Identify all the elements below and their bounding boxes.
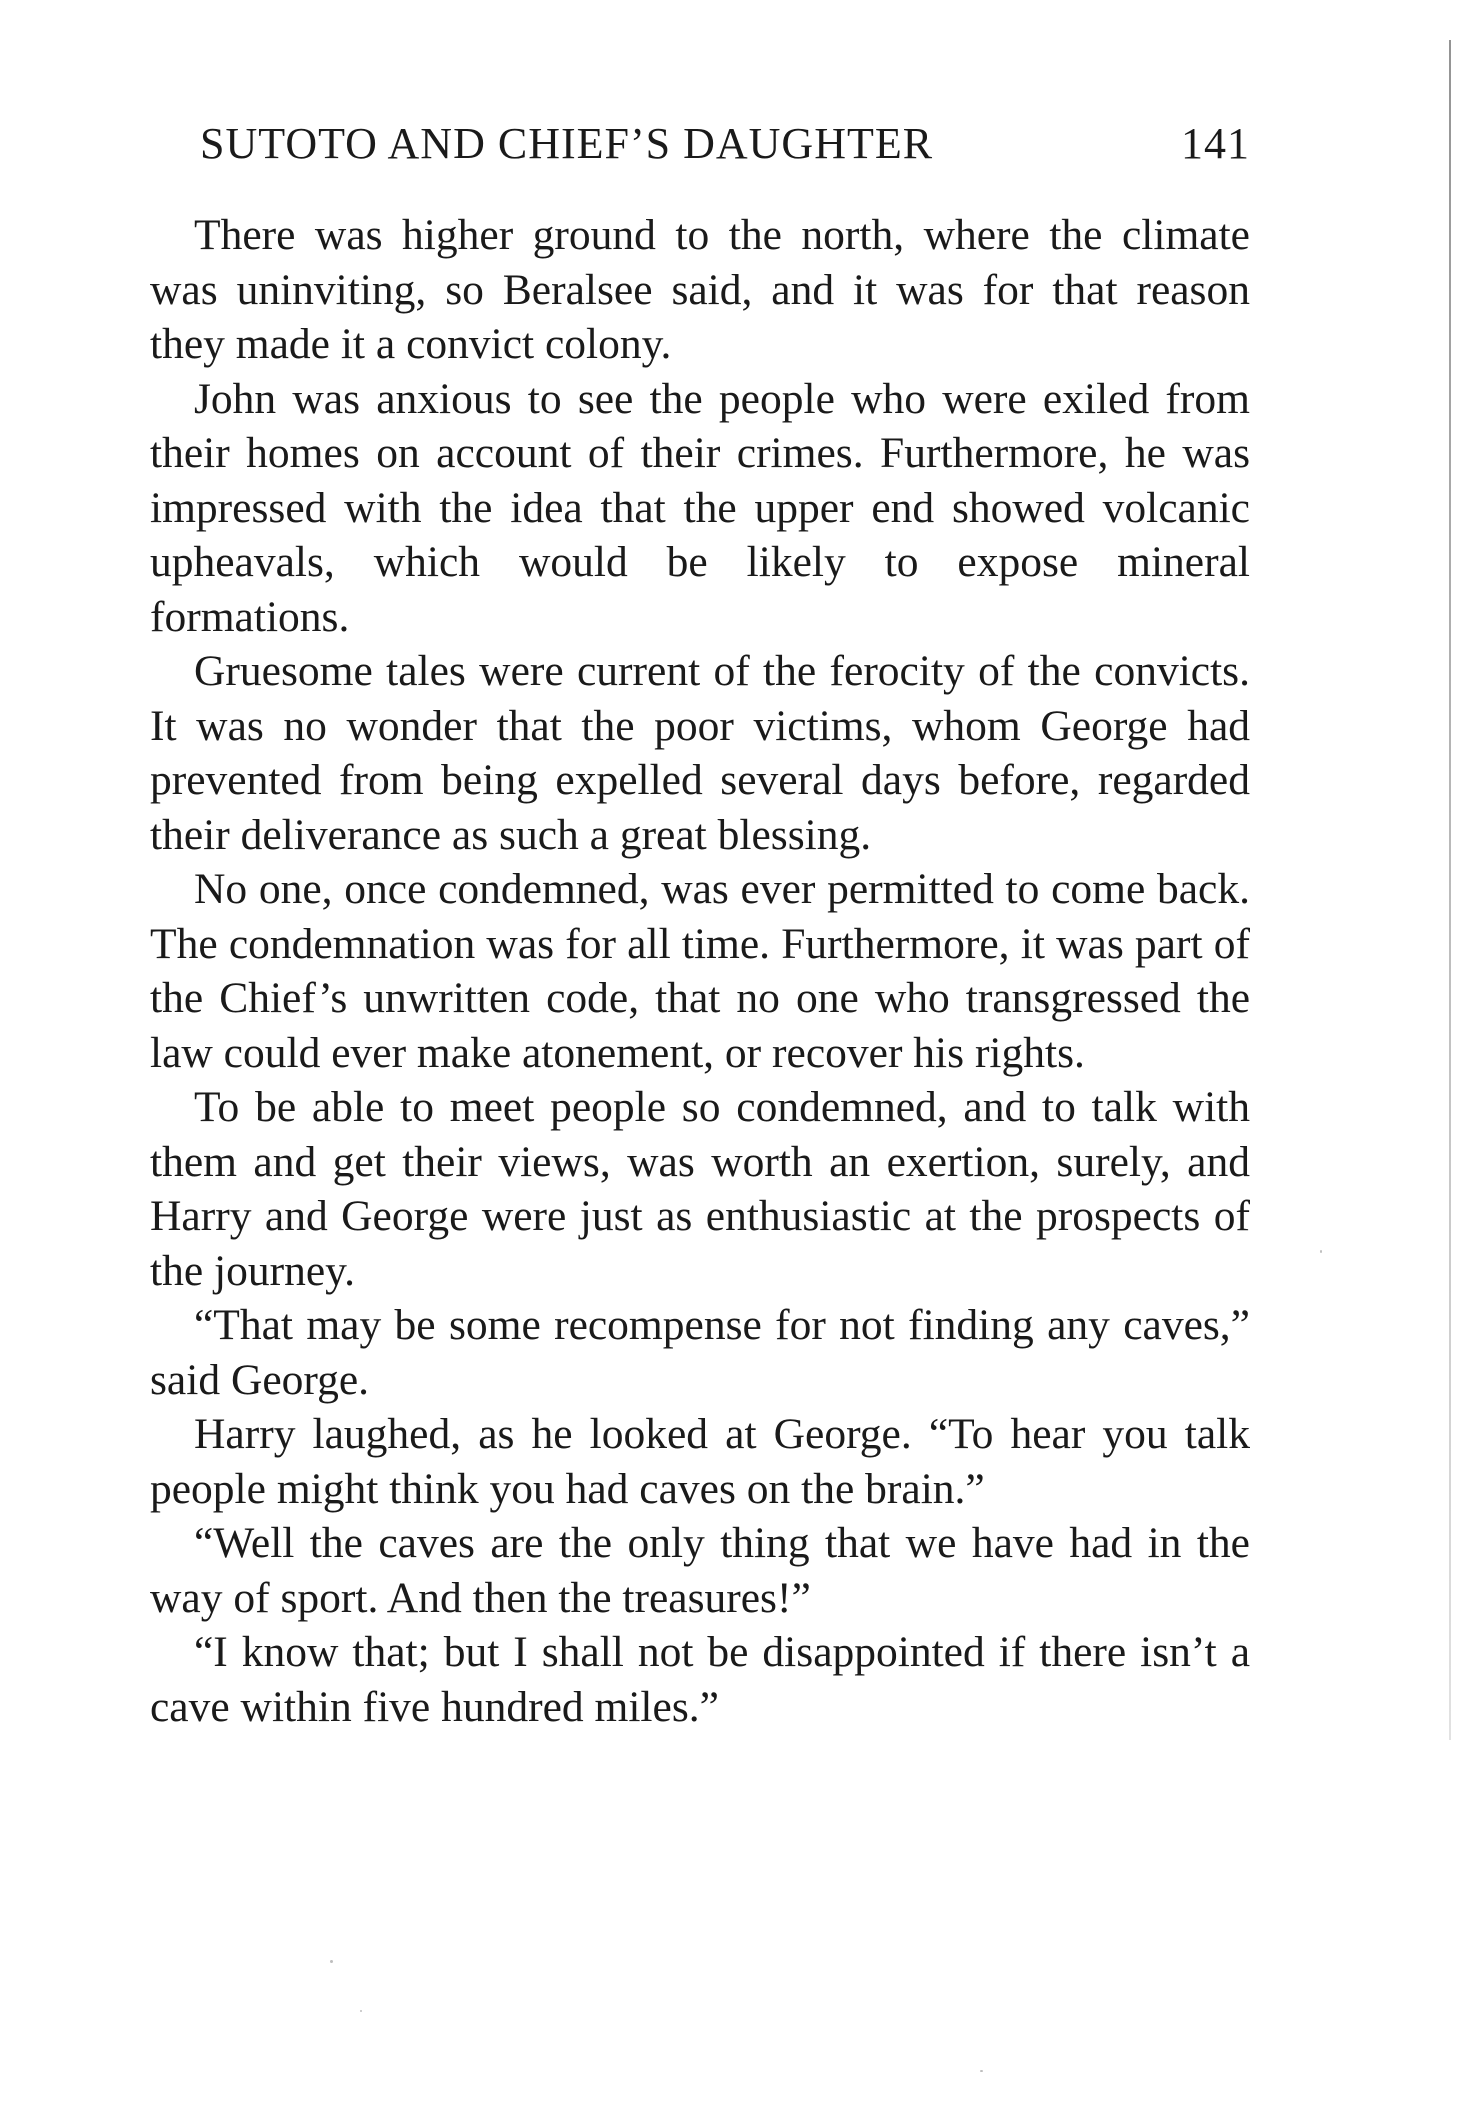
paragraph: Harry laughed, as he looked at George. “To hear you talk people might think you had caves on the brain.” [150, 1410, 1250, 1513]
running-header [200, 118, 1250, 178]
paragraph: “Well the caves are the only thing that we have had in the way of sport. And then the treasures!” [150, 1519, 1250, 1622]
paper-speck [360, 2010, 362, 2012]
page-binding-edge [1449, 40, 1451, 1740]
paper-speck [330, 1960, 333, 1963]
paragraph: To be able to meet people so condemned, and to talk with them and get their views, was worth an exertion, surely, and Harry and George were just as enthusiastic at the prospects of the journey. [150, 1083, 1250, 1295]
body-text [150, 208, 1250, 1734]
paragraph: “That may be some recompense for not finding any caves,” said George. [150, 1301, 1250, 1404]
paper-speck [980, 2070, 983, 2072]
paragraph: Gruesome tales were current of the ferocity of the convicts. It was no wonder that the poor victims, whom George had prevented from being expelled several days before, regarded their deliverance as such a great blessing. [150, 647, 1250, 859]
paragraph: No one, once condemned, was ever permitted to come back. The condemnation was for all time. Furthermore, it was part of the Chief’s unwritten code, that no one who transgressed the law could ever make atonement, or recover his rights. [150, 865, 1250, 1077]
paragraph: “I know that; but I shall not be disappointed if there isn’t a cave within five hundred miles.” [150, 1628, 1250, 1731]
page-number: 141 [1181, 119, 1250, 168]
paper-speck [1320, 1250, 1322, 1253]
running-title: SUTOTO AND CHIEF’S DAUGHTER [200, 119, 934, 168]
paragraph: John was anxious to see the people who were exiled from their homes on account of their crimes. Furthermore, he was impressed with the idea that the upper end showed volcanic upheavals, which would be likely to expose mineral formations. [150, 374, 1250, 641]
paragraph: There was higher ground to the north, where the climate was uninviting, so Beralsee said, and it was for that reason they made it a convict colony. [150, 211, 1250, 368]
